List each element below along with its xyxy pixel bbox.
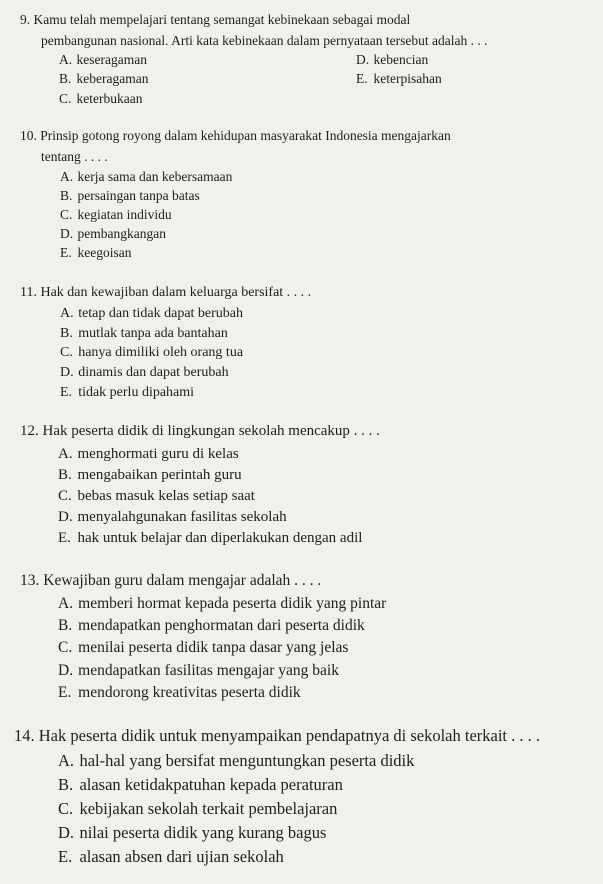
option-text: menyalahgunakan fasilitas sekolah [77, 509, 287, 525]
option-letter: D. [58, 823, 75, 842]
option-text: menghormati guru di kelas [77, 446, 239, 462]
option-text: menilai peserta didik tanpa dasar yang jelas [78, 639, 349, 656]
option-letter: C. [59, 91, 72, 106]
option-e[interactable] [58, 847, 284, 867]
option-text: kebencian [373, 52, 429, 67]
option-a[interactable] [58, 446, 239, 463]
question-stem [20, 128, 451, 144]
option-text: kebijakan sekolah terkait pembelajaran [79, 799, 338, 818]
question-stem-continued: pembangunan nasional. Arti kata kebinekaan dalam pernyataan tersebut adalah . . . [41, 33, 488, 48]
option-text: hak untuk belajar dan diperlakukan dengan adil [77, 530, 363, 546]
option-letter: C. [58, 799, 74, 818]
option-text: hal-hal yang bersifat menguntungkan peserta didik [79, 751, 415, 770]
option-text: kegiatan individu [77, 207, 172, 222]
option-a[interactable] [60, 306, 243, 322]
option-letter: D. [60, 365, 74, 380]
option-letter: A. [60, 306, 74, 321]
option-text: keegoisan [77, 245, 132, 260]
question-number: 12. [20, 423, 39, 439]
option-letter: E. [356, 71, 368, 86]
option-text: mendapatkan fasilitas mengajar yang baik [78, 662, 339, 679]
option-d[interactable] [60, 365, 229, 381]
question-stem-continued: tentang . . . . [41, 149, 108, 164]
option-letter: E. [58, 684, 72, 701]
option-text: bebas masuk kelas setiap saat [77, 488, 255, 504]
question-text: Hak dan kewajiban dalam keluarga bersifat . . . . [40, 285, 312, 300]
option-letter: B. [59, 71, 72, 86]
option-text: keterbukaan [76, 91, 143, 106]
option-e[interactable] [60, 385, 194, 401]
question-number: 14. [14, 726, 35, 745]
option-c[interactable] [58, 639, 348, 657]
question-stem [20, 285, 311, 301]
option-text: mendorong kreativitas peserta didik [78, 684, 301, 701]
option-b[interactable] [60, 326, 228, 342]
option-a[interactable] [58, 595, 386, 613]
option-letter: A. [58, 446, 73, 462]
option-letter: B. [58, 617, 73, 634]
option-letter: E. [60, 245, 72, 260]
option-c[interactable] [60, 207, 172, 223]
option-letter: C. [58, 488, 72, 504]
option-text: hanya dimiliki oleh orang tua [78, 345, 244, 360]
option-text: persaingan tanpa batas [77, 188, 200, 203]
option-letter: B. [60, 326, 73, 341]
option-text: mutlak tanpa ada bantahan [78, 326, 228, 341]
question-stem [20, 12, 410, 28]
option-c[interactable] [60, 345, 243, 361]
option-text: nilai peserta didik yang kurang bagus [79, 823, 327, 842]
option-letter: B. [58, 775, 74, 794]
option-letter: A. [60, 169, 74, 184]
option-b[interactable] [58, 617, 365, 635]
question-text: Hak peserta didik di lingkungan sekolah mencakup . . . . [42, 423, 380, 439]
option-d[interactable] [58, 823, 326, 843]
question-text: Kamu telah mempelajari tentang semangat kebinekaan sebagai modal [33, 12, 411, 27]
question-text: Prinsip gotong royong dalam kehidupan masyarakat Indonesia mengajarkan [40, 128, 451, 143]
option-b[interactable] [60, 188, 200, 204]
option-text: mengabaikan perintah guru [77, 467, 242, 483]
option-b[interactable] [58, 467, 242, 484]
question-text: Kewajiban guru dalam mengajar adalah . . . . [43, 572, 322, 589]
option-text: keseragaman [76, 52, 148, 67]
option-text: tetap dan tidak dapat berubah [78, 306, 244, 321]
option-letter: A. [58, 595, 74, 612]
option-text: tidak perlu dipahami [78, 385, 195, 400]
option-letter: D. [58, 662, 74, 679]
option-e[interactable] [60, 245, 132, 261]
option-letter: D. [58, 509, 73, 525]
option-e[interactable] [58, 684, 301, 702]
option-text: dinamis dan dapat berubah [78, 365, 229, 380]
question-number: 9. [20, 12, 31, 27]
option-d[interactable] [356, 52, 428, 68]
option-a[interactable] [59, 52, 147, 68]
question-number: 11. [20, 285, 37, 300]
option-letter: A. [59, 52, 73, 67]
option-letter: D. [356, 52, 370, 67]
option-text: pembangkangan [77, 226, 167, 241]
option-c[interactable] [58, 799, 337, 819]
question-stem [20, 423, 380, 440]
option-letter: A. [58, 751, 75, 770]
question-number: 13. [20, 572, 40, 589]
option-b[interactable] [59, 71, 149, 87]
option-b[interactable] [58, 775, 343, 795]
option-c[interactable] [58, 488, 255, 505]
question-stem [14, 726, 540, 746]
option-letter: C. [60, 345, 73, 360]
option-text: memberi hormat kepada peserta didik yang pintar [78, 595, 387, 612]
option-c[interactable] [59, 91, 143, 107]
option-d[interactable] [58, 662, 339, 680]
question-stem [20, 572, 321, 590]
question-number: 10. [20, 128, 37, 143]
option-text: mendapatkan penghormatan dari peserta didik [78, 617, 365, 634]
option-e[interactable] [356, 71, 442, 87]
option-letter: E. [58, 847, 73, 866]
option-text: alasan ketidakpatuhan kepada peraturan [79, 775, 343, 794]
option-e[interactable] [58, 530, 362, 547]
option-letter: E. [60, 385, 73, 400]
option-letter: E. [58, 530, 71, 546]
option-text: keterpisahan [373, 71, 442, 86]
option-text: alasan absen dari ujian sekolah [79, 847, 284, 866]
option-text: kerja sama dan kebersamaan [77, 169, 233, 184]
option-letter: C. [58, 639, 73, 656]
option-letter: B. [60, 188, 73, 203]
option-letter: B. [58, 467, 72, 483]
option-d[interactable] [58, 509, 287, 526]
option-a[interactable] [58, 751, 414, 771]
option-text: keberagaman [76, 71, 149, 86]
option-letter: D. [60, 226, 74, 241]
option-letter: C. [60, 207, 73, 222]
question-text: Hak peserta didik untuk menyampaikan pendapatnya di sekolah terkait . . . . [38, 726, 541, 745]
option-a[interactable] [60, 169, 232, 185]
option-d[interactable] [60, 226, 166, 242]
